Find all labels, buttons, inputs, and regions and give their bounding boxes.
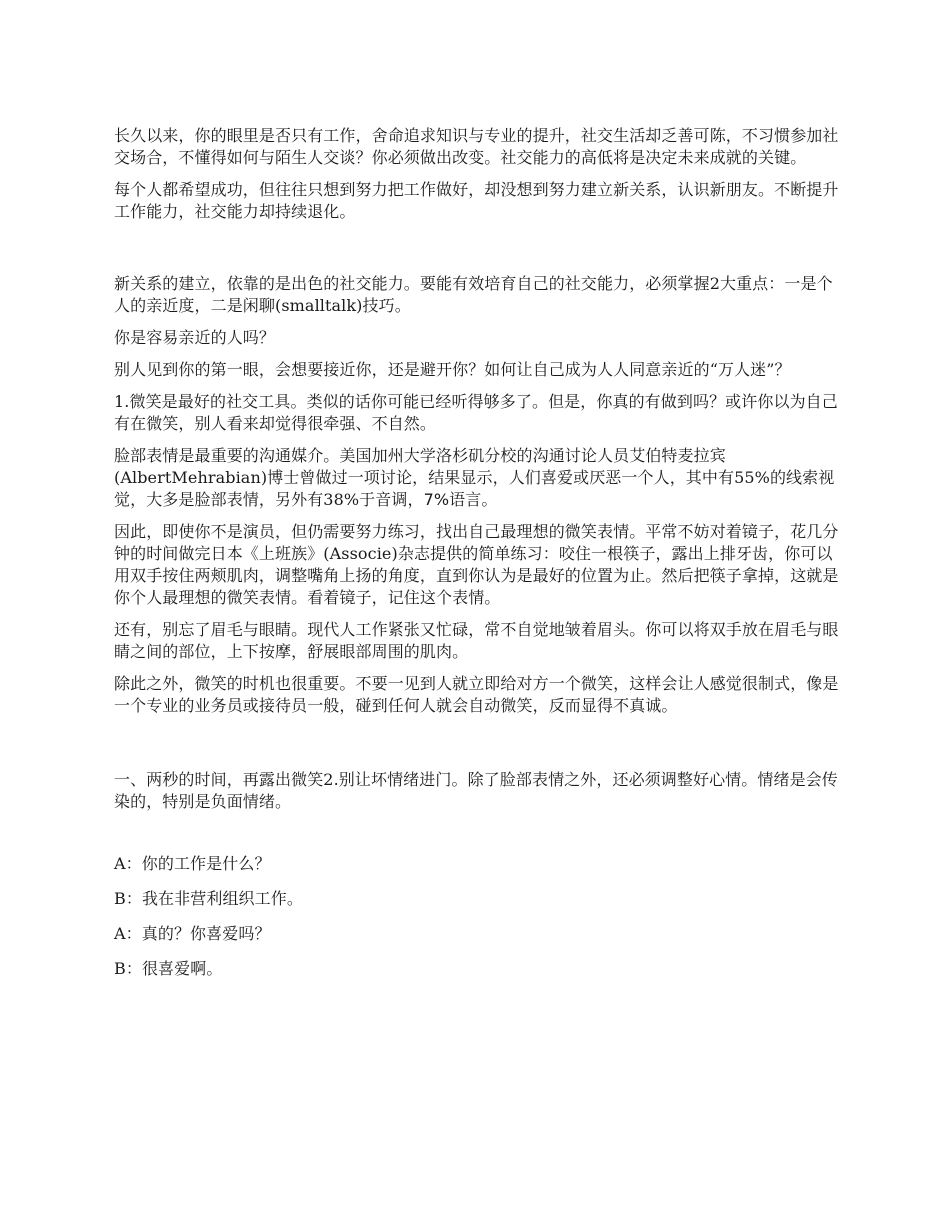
paragraph-mehrabian — [114, 445, 840, 511]
mehrabian-text: 脸部表情是最重要的沟通媒介。美国加州大学洛杉矶分校的沟通讨论人员艾伯特麦拉宾(AlbertMehrabian)博士曾做过一项讨论，结果显示，人们喜爱或厌恶一个人，其中有55%的线索视觉，大多是脸部表情，另外有38%于音调， — [114, 446, 835, 509]
spacer — [114, 233, 840, 273]
document-page — [114, 125, 840, 993]
paragraph-eyebrows: 还有，别忘了眉毛与眼睛。现代人工作紧张又忙碌，常不自觉地皱着眉头。你可以将双手放在眉毛与眼睛之间的部位，上下按摩，舒展眼部周围的肌肉。 — [114, 620, 839, 661]
paragraph-social-skills: 新关系的建立，依靠的是出色的社交能力。要能有效培育自己的社交能力，必须掌握2大重点：一是个人的亲近度，二是闲聊(smalltalk)技巧。 — [114, 274, 833, 315]
mehrabian-tail: 7%语言。 — [423, 490, 498, 509]
paragraph-question: 你是容易亲近的人吗？ — [114, 328, 276, 347]
paragraph-practice: 因此，即使你不是演员，但仍需要努力练习，找出自己最理想的微笑表情。平常不妨对着镜子，花几分钟的时间做完日本《上班族》(Associe)杂志提供的简单练习：咬住一根筷子，露出上排牙齿，你可以用双手按住两颊肌肉，调整嘴角上扬的角度，直到你认为是最好的位置为止。然后把筷子拿掉，这就是你个人最理想的微笑表情。看着镜子，记住这个表情。 — [114, 522, 839, 607]
dialog-line: A：真的？你喜爱吗？ — [114, 924, 271, 943]
spacer — [114, 727, 840, 769]
paragraph-intro-2: 每个人都希望成功，但往往只想到努力把工作做好，却没想到努力建立新关系，认识新朋友。不断提升工作能力，社交能力却持续退化。 — [114, 180, 839, 221]
paragraph-timing: 除此之外，微笑的时机也很重要。不要一见到人就立即给对方一个微笑，这样会让人感觉很制式，像是一个专业的业务员或接待员一般，碰到任何人就会自动微笑，反而显得不真诚。 — [114, 674, 839, 715]
dialog-line: B：我在非营利组织工作。 — [114, 889, 303, 908]
paragraph-first-impression: 别人见到你的第一眼，会想要接近你，还是避开你？如何让自己成为人人同意亲近的“万人迷”？ — [114, 360, 791, 379]
dialog-line: A：你的工作是什么？ — [114, 854, 271, 873]
dialog-line: B：很喜爱啊。 — [114, 959, 223, 978]
paragraph-mood: 一、两秒的时间，再露出微笑2.别让坏情绪进门。除了脸部表情之外，还必须调整好心情。情绪是会传染的，特别是负面情绪。 — [114, 770, 838, 811]
paragraph-smile: 1.微笑是最好的社交工具。类似的话你可能已经听得够多了。但是，你真的有做到吗？或许你以为自己有在微笑，别人看来却觉得很牵强、不自然。 — [114, 392, 838, 433]
paragraph-intro-1: 长久以来，你的眼里是否只有工作，舍命追求知识与专业的提升，社交生活却乏善可陈，不习惯参加社交场合，不懂得如何与陌生人交谈？你必须做出改变。社交能力的高低将是决定未来成就的关键。 — [114, 126, 839, 167]
spacer — [114, 823, 840, 853]
